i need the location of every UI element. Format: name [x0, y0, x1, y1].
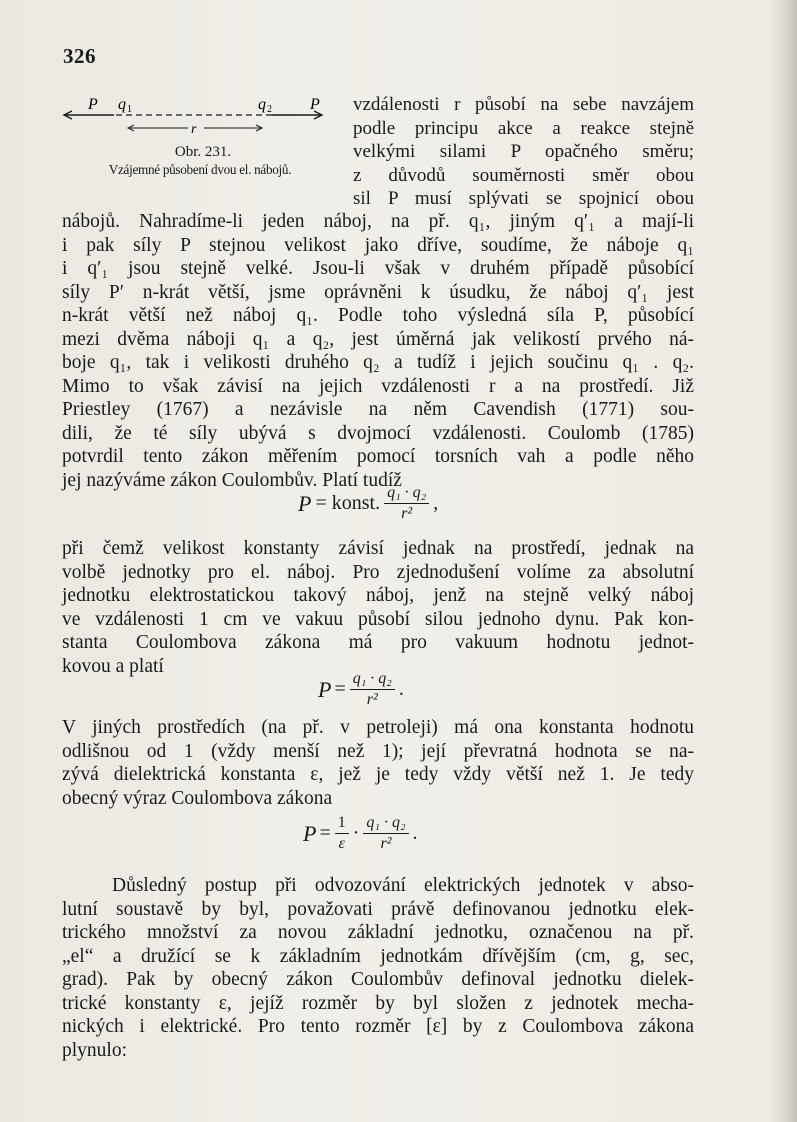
- text-line: n-krát větší než náboj q₁. Podle toho výsledná síla P, působící: [62, 305, 694, 326]
- text-line: podle principu akce a reakce stejně: [353, 117, 694, 139]
- text-line: trické konstanty ε, jejíž rozměr by byl složen z jednotek mecha-: [62, 992, 694, 1014]
- text-line: z důvodů souměrnosti směr obou: [353, 164, 694, 186]
- text-line: „el“ a družící se k základním jednotkám dřívějším (cm, g, sec,: [62, 945, 694, 967]
- text-line: boje q₁, tak i velikosti druhého q₂ a tudíž i jejich součinu q₁ . q₂.: [62, 352, 694, 373]
- formula-denominator: r²: [401, 505, 413, 522]
- paragraph-3: [62, 716, 694, 810]
- paragraph-4: [62, 874, 694, 1062]
- formula-lhs: P: [318, 676, 332, 702]
- formula-eq: =: [319, 822, 331, 844]
- text-line: V jiných prostředích (na př. v petroleji) má ona konstanta hodnotu: [62, 717, 694, 738]
- figure-caption-text: Vzájemné působení dvou el. nábojů.: [108, 162, 292, 177]
- text-line: velkými silami P opačného směru;: [353, 141, 694, 162]
- text-line: i pak síly P stejnou velikost jako dříve, soudíme, že náboje q₁: [62, 234, 694, 256]
- text-line: kovou a platí: [62, 655, 164, 677]
- text-line: grad). Pak by obecný zákon Coulombův definoval jednotku dielek-: [62, 969, 694, 990]
- formula-numerator: q₁ · q₂: [350, 670, 395, 690]
- paragraph-1: [62, 210, 694, 492]
- text-line: nických i elektrické. Pro tento rozměr [ε] by z Coulombova zákona: [62, 1016, 694, 1037]
- text-line: dili, že té síly ubývá s dvojmocí vzdálenosti. Coulomb (1785): [62, 422, 694, 444]
- formula-denominator: r²: [380, 835, 392, 852]
- text-line: nábojů. Nahradíme-li jeden náboj, na př. q₁, jiným q′₁ a mají-li: [62, 211, 694, 232]
- formula-coulomb-vacuum: [318, 670, 404, 709]
- text-line: Důsledný postup při odvozování elektrických jednotek v abso-: [112, 875, 694, 896]
- formula-tail: .: [412, 822, 418, 844]
- label-charge-2-sub: 2: [267, 104, 272, 115]
- text-line: Priestley (1767) a nezávisle na něm Cavendish (1771) sou-: [62, 399, 694, 420]
- label-force-left: P: [88, 96, 98, 113]
- formula-denominator: r²: [366, 691, 378, 708]
- label-charge-2: q: [258, 96, 266, 113]
- formula-dot: ·: [352, 822, 360, 844]
- formula-numerator: 1: [335, 814, 349, 834]
- page-number: 326: [63, 44, 96, 68]
- text-line: mezi dvěma náboji q₁ a q₂, jest úměrná jak velikostí prvého ná-: [62, 328, 694, 350]
- text-line: jej nazýváme zákon Coulombův. Platí tudíž: [62, 469, 402, 491]
- page-gutter-shadow: [767, 0, 797, 1122]
- formula-numerator: q₁ · q₂: [384, 484, 429, 504]
- formula-coulomb-dielectric: [303, 814, 418, 853]
- formula-numerator: q₁ · q₂: [363, 814, 408, 834]
- formula-fraction: [384, 484, 429, 523]
- text-line: i q′₁ jsou stejně velké. Jsou-li však v druhém případě působící: [62, 258, 694, 279]
- figure-231: [60, 92, 340, 187]
- text-line: vzdálenosti r působí na sebe navzájem: [353, 94, 694, 115]
- text-line: potvrdil tento zákon měřením pomocí torsních vah a podle něho: [62, 446, 694, 467]
- label-distance: r: [191, 122, 197, 137]
- formula-fraction-1: [335, 814, 349, 853]
- paragraph-2: [62, 537, 694, 678]
- formula-fraction: [350, 670, 395, 709]
- label-charge-1: q: [118, 96, 126, 113]
- text-line: Mimo to však závisí na jejich vzdálenosti r a na prostředí. Již: [62, 375, 694, 397]
- label-charge-1-sub: 1: [127, 104, 132, 115]
- formula-eq: = konst.: [315, 492, 381, 514]
- formula-denominator: ε: [338, 835, 345, 852]
- formula-coulomb-general: [298, 484, 438, 523]
- text-line: lutní soustavě by byl, považovati právě definovanou jednotku elek-: [62, 898, 694, 920]
- label-force-right: P: [310, 96, 320, 113]
- text-line: jednotku elektrostatickou takový náboj, jenž na stejně velký náboj: [62, 585, 694, 606]
- formula-lhs: P: [303, 820, 317, 846]
- text-line: ve vzdálenosti 1 cm ve vakuu působí silou jednoho dynu. Pak kon-: [62, 608, 694, 630]
- formula-fraction-2: [363, 814, 408, 853]
- formula-tail: .: [398, 678, 404, 700]
- formula-tail: ,: [433, 492, 439, 514]
- formula-eq: =: [334, 678, 346, 700]
- charges-diagram: [60, 92, 340, 142]
- text-line: trického množství za novou základní jednotku, označenou na př.: [62, 922, 694, 943]
- text-line: obecný výraz Coulombova zákona: [62, 787, 333, 809]
- text-line: odlišnou od 1 (vždy menší než 1); její převratná hodnota se na-: [62, 740, 694, 762]
- text-line: síly P′ n-krát větší, jsme oprávněni k úsudku, že náboj q′₁ jest: [62, 281, 694, 303]
- formula-lhs: P: [298, 490, 312, 516]
- text-line: stanta Coulombova zákona má pro vakuum hodnotu jednot-: [62, 632, 694, 653]
- text-line: plynulo:: [62, 1039, 128, 1061]
- figure-caption-number: Obr. 231.: [174, 144, 232, 160]
- text-line: volbě jednotky pro el. náboj. Pro zjednodušení volíme za absolutní: [62, 561, 694, 583]
- text-line: při čemž velikost konstanty závisí jednak na prostředí, jednak na: [62, 538, 694, 559]
- text-line: zývá dielektrická konstanta ε, jež je tedy vždy větší než 1. Je tedy: [62, 764, 694, 785]
- text-line: sil P musí splývati se spojnicí obou: [353, 188, 694, 209]
- right-column-text: [353, 93, 694, 211]
